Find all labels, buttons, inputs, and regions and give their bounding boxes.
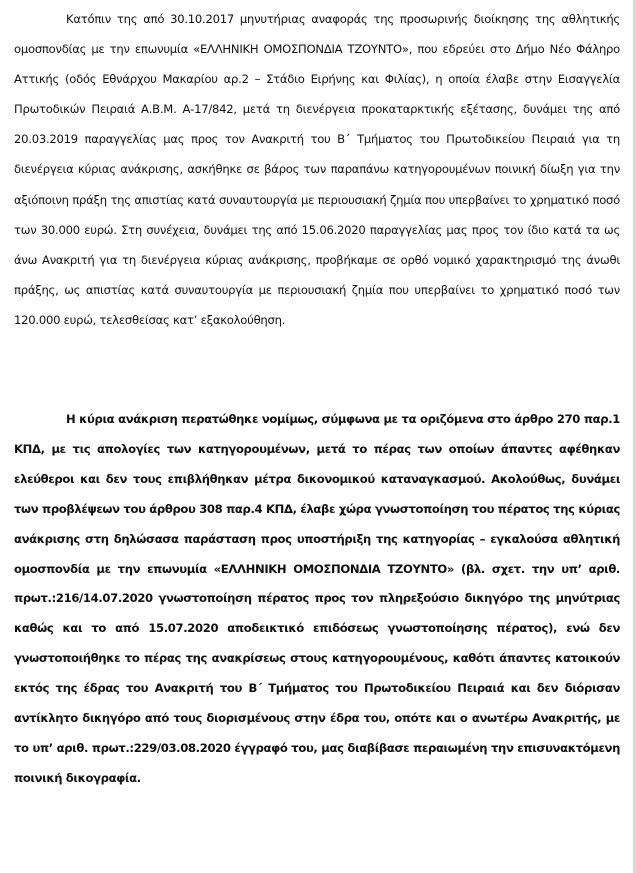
paragraph-complaint-history <box>14 4 620 335</box>
paragraph-text: Η κύρια ανάκριση περατώθηκε νομίμως, σύμφωνα με τα οριζόμενα στο άρθρο 270 παρ.1 ΚΠΔ, με τις απολογίες των κατηγορουμένων, μετά το πέρας των οποίων άπαντες αφέθηκαν ελεύθεροι και δεν τους επιβλήθηκαν μέτρα δικονομικού καταναγκασμού. Ακολούθως, δυνάμει των προβλέψεων του άρθρου 308 παρ.4 ΚΠΔ, έλαβε χώρα γνωστοποίηση του πέρατος της κύριας ανάκρισης στη δηλώσασα παράσταση προς υποστήριξη της κατηγορίας – εγκαλούσα αθλητική ομοσπονδία με την επωνυμία «ΕΛΛΗΝΙΚΗ ΟΜΟΣΠΟΝΔΙΑ ΤΖΟΥΝΤΟ» (βλ. σχετ. την υπ’ αριθ. πρωτ.:216/14.07.2020 γνωστοποίηση πέρατος προς τον πληρεξούσιο δικηγόρο της μηνύτριας καθώς και το από 15.07.2020 αποδεικτικό επιδόσεως γνωστοποίησης πέρατος), ενώ δεν γνωστοποιήθηκε το πέρας της ανακρίσεως στους κατηγορουμένους, καθότι άπαντες κατοικούν εκτός της έδρας του Ανακριτή του Β΄ Τμήματος του Πρωτοδικείου Πειραιά και δεν διόρισαν αντίκλητο δικηγόρο από τους διορισμένους στην έδρα του, οπότε και ο ανωτέρω Ανακριτής, με το υπ’ αριθ. πρωτ.:229/03.08.2020 έγγραφό του, μας διαβίβασε περαιωμένη την επισυνακτόμενη ποινική δικογραφία. <box>14 412 620 785</box>
paragraph-text: Κατόπιν της από 30.10.2017 μηνυτήριας αναφοράς της προσωρινής διοίκησης της αθλητικής ομοσπονδίας με την επωνυμία «ΕΛΛΗΝΙΚΗ ΟΜΟΣΠΟΝΔΙΑ ΤΖΟΥΝΤΟ», που εδρεύει στο Δήμο Νέο Φάληρο Αττικής (οδός Εθνάρχου Μακαρίου αρ.2 – Στάδιο Ειρήνης και Φιλίας), η οποία έλαβε στην Εισαγγελία Πρωτοδικών Πειραιά Α.Β.Μ. Α-17/842, μετά τη διενέργεια προκαταρκτικής εξέτασης, δυνάμει της από 20.03.2019 παραγγελίας μας προς τον Ανακριτή του Β΄ Τμήματος του Πρωτοδικείου Πειραιά για τη διενέργεια κύριας ανάκρισης, ασκήθηκε σε βάρος των παραπάνω κατηγορουμένων ποινική δίωξη για την αξιόποινη πράξη της απιστίας κατά συναυτουργία με περιουσιακή ζημία που υπερβαίνει το χρηματικό ποσό των 30.000 ευρώ. Στη συνέχεια, δυνάμει της από 15.06.2020 παραγγελίας μας προς τον ίδιο κατά τα ως άνω Ανακριτή για τη διενέργεια κύριας ανάκρισης, προβήκαμε σε ορθό νομικό χαρακτηρισμό της άνωθι πράξης, ως απιστίας κατά συναυτουργία με περιουσιακή ζημία που υπερβαίνει το χρηματικό ποσό των 120.000 ευρώ, τελεσθείσας κατ’ εξακολούθηση. <box>14 12 620 327</box>
paragraph-investigation-completion <box>14 405 620 794</box>
